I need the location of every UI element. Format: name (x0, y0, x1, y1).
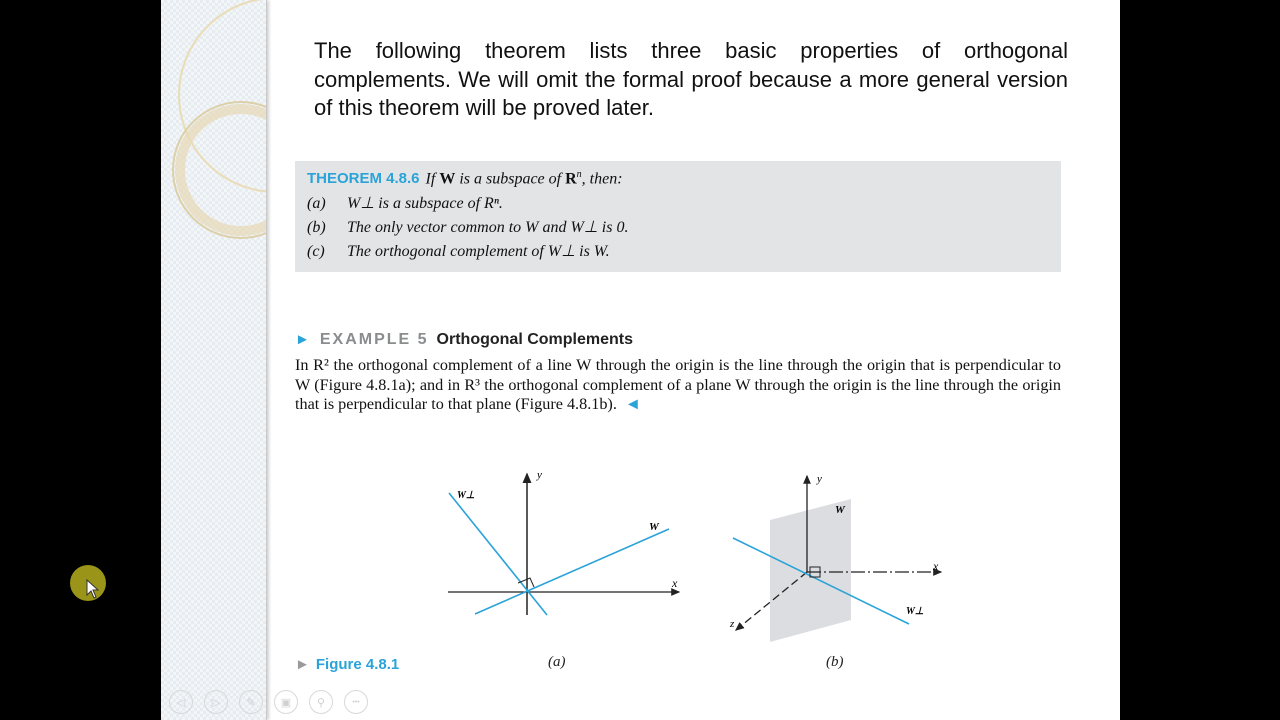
theorem-item-a: (a) W⊥ is a subspace of Rⁿ. (307, 195, 503, 212)
more-options-icon: ••• (352, 698, 360, 706)
laser-pointer-cursor (70, 565, 106, 601)
theorem-label: THEOREM 4.8.6 (307, 170, 420, 188)
svg-text:x: x (933, 559, 939, 573)
figure-label: ► Figure 4.8.1 (295, 656, 400, 673)
mouse-pointer-icon (86, 579, 100, 599)
svg-text:y: y (817, 473, 822, 485)
pen-tool-button[interactable] (239, 690, 263, 714)
end-of-example-icon: ◄ (624, 395, 641, 414)
example-body: In R² the orthogonal complement of a line W through the origin is the line through the origin that is perpendicular to W (Figure 4.8.1a); and in R³ the orthogonal complement of a plane W through the origin is the line through the origin that is perpendicular to that plane (Figure 4.8.1b). ◄ (295, 356, 1061, 414)
previous-slide-button[interactable] (169, 690, 193, 714)
slides-grid-icon: ▣ (280, 696, 292, 709)
example-title: Orthogonal Complements (436, 331, 633, 348)
figure-4-8-1 (161, 0, 1120, 720)
example-arrow-icon: ► (295, 331, 310, 348)
figure-arrow-icon: ► (295, 656, 310, 673)
svg-text:y: y (537, 469, 542, 481)
previous-slide-icon: ◁ (176, 696, 186, 709)
theorem-item-b: (b) The only vector common to W and W⊥ is 0. (307, 219, 629, 236)
svg-text:W: W (649, 521, 659, 533)
see-all-slides-button[interactable] (274, 690, 298, 714)
slideshow-controls (169, 690, 368, 716)
svg-text:z: z (730, 618, 735, 630)
next-slide-icon: ▷ (211, 696, 221, 709)
theorem-statement: THEOREM 4.8.6 If W is a subspace of $R^n$, then: (307, 169, 623, 188)
next-slide-button[interactable] (204, 690, 228, 714)
svg-text:W: W (835, 504, 845, 516)
caption-a: (a) (548, 654, 566, 670)
svg-text:W⊥: W⊥ (457, 490, 475, 501)
figure-a-2d-plot (448, 469, 679, 615)
pen-icon: ✎ (246, 696, 256, 709)
zoom-icon: ⚲ (316, 696, 326, 709)
intro-paragraph: The following theorem lists three basic properties of orthogonal complements. We will omit the formal proof because a more general version of this theorem will be proved later. (314, 38, 1068, 120)
svg-text:x: x (672, 576, 678, 590)
theorem-item-c: (c) The orthogonal complement of W⊥ is W. (307, 243, 610, 260)
figure-b-3d-plot (729, 473, 941, 642)
more-options-button[interactable] (344, 690, 368, 714)
zoom-button[interactable] (309, 690, 333, 714)
example-number: EXAMPLE 5 (319, 331, 429, 348)
caption-b: (b) (826, 654, 844, 670)
svg-text:W⊥: W⊥ (906, 606, 924, 617)
presentation-slide (161, 0, 1120, 720)
